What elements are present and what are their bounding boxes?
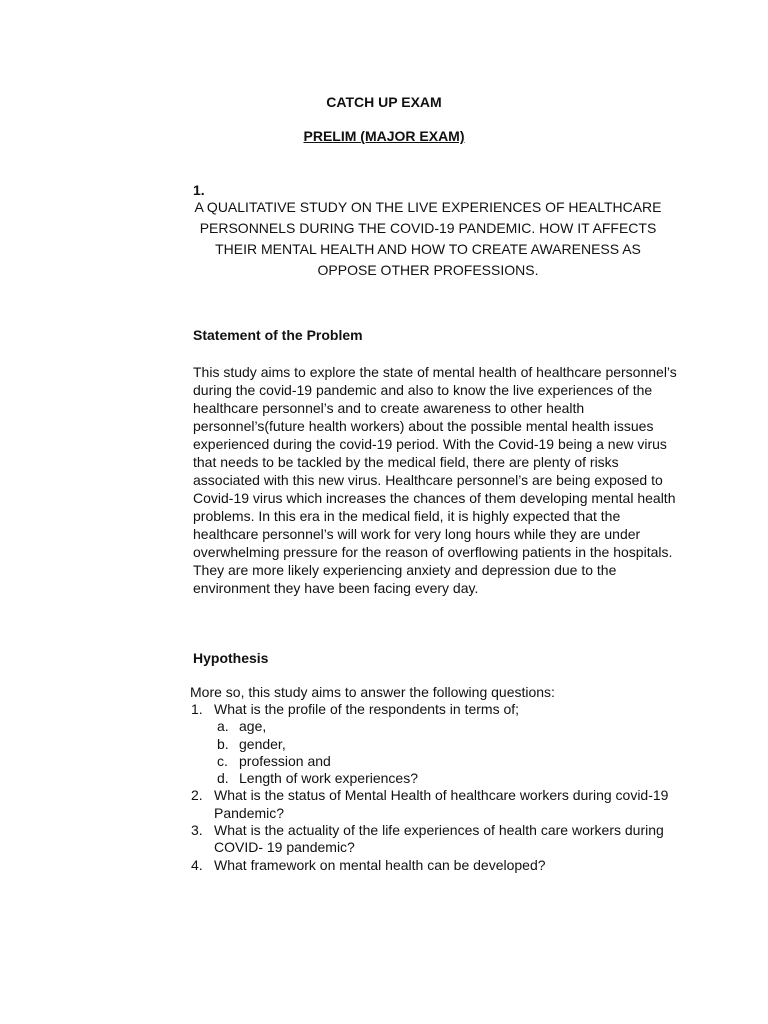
sub-item [214,770,671,787]
sub-item-text: gender, [239,735,286,752]
sub-item-letter: b. [217,735,229,752]
problem-heading: Statement of the Problem [193,327,363,343]
question-number: 4. [191,856,203,873]
sub-item-letter: c. [217,752,228,769]
study-title: A QUALITATIVE STUDY ON THE LIVE EXPERIENCES OF HEALTHCARE PERSONNELS DURING THE COVID-19 PANDEMIC. HOW IT AFFECTS THEIR MENTAL HEALTH AND HOW TO CREATE AWARENESS AS OPPOSE OTHER PROFESSIONS. [194,199,662,278]
item-number: 1. [193,182,205,198]
sub-item-text: Length of work experiences? [239,770,418,787]
question-item [191,857,671,874]
question-number: 1. [191,701,203,717]
exam-title: CATCH UP EXAM [326,94,442,110]
sub-item [214,753,671,770]
problem-paragraph: This study aims to explore the state of mental health of healthcare personnel’s during the covid-19 pandemic and also to know the live experiences of the healthcare personnel’s and to create awareness to other health personnel’s(future health workers) about the possible mental health issues experienced during the covid-19 period. With the Covid-19 being a new virus that needs to be tackled by the medical field, there are plenty of risks associated with this new virus. Healthcare personnel’s are being exposed to Covid-19 virus which increases the chances of them developing mental health problems. In this era in the medical field, it is highly expected that the healthcare personnel’s will work for very long hours while they are under overwhelming pressure for the reason of overflowing patients in the hospitals. They are more likely experiencing anxiety and depression due to the environment they have been facing every day. [193,364,677,596]
question-list [191,701,671,874]
sub-item-letter: d. [217,770,229,787]
hypothesis-intro: More so, this study aims to answer the following questions: [190,684,555,700]
question-number: 2. [191,787,203,804]
sub-item-text: profession and [239,752,331,769]
exam-subtitle: PRELIM (MAJOR EXAM) [303,128,465,144]
profile-sublist [214,718,671,787]
question-text: What is the actuality of the life experiences of health care workers during COVID- 19 pandemic? [214,822,664,856]
question-item [191,701,671,787]
question-item [191,822,671,857]
sub-item-letter: a. [217,718,229,735]
question-item [191,787,671,822]
sub-item [214,736,671,753]
question-number: 3. [191,822,203,839]
question-text: What framework on mental health can be developed? [214,856,546,873]
sub-item [214,718,671,735]
question-text: What is the profile of the respondents in terms of; [214,701,520,717]
hypothesis-heading: Hypothesis [193,650,269,666]
sub-item-text: age, [239,718,267,735]
question-text: What is the status of Mental Health of healthcare workers during covid-19 Pandemic? [214,787,669,821]
